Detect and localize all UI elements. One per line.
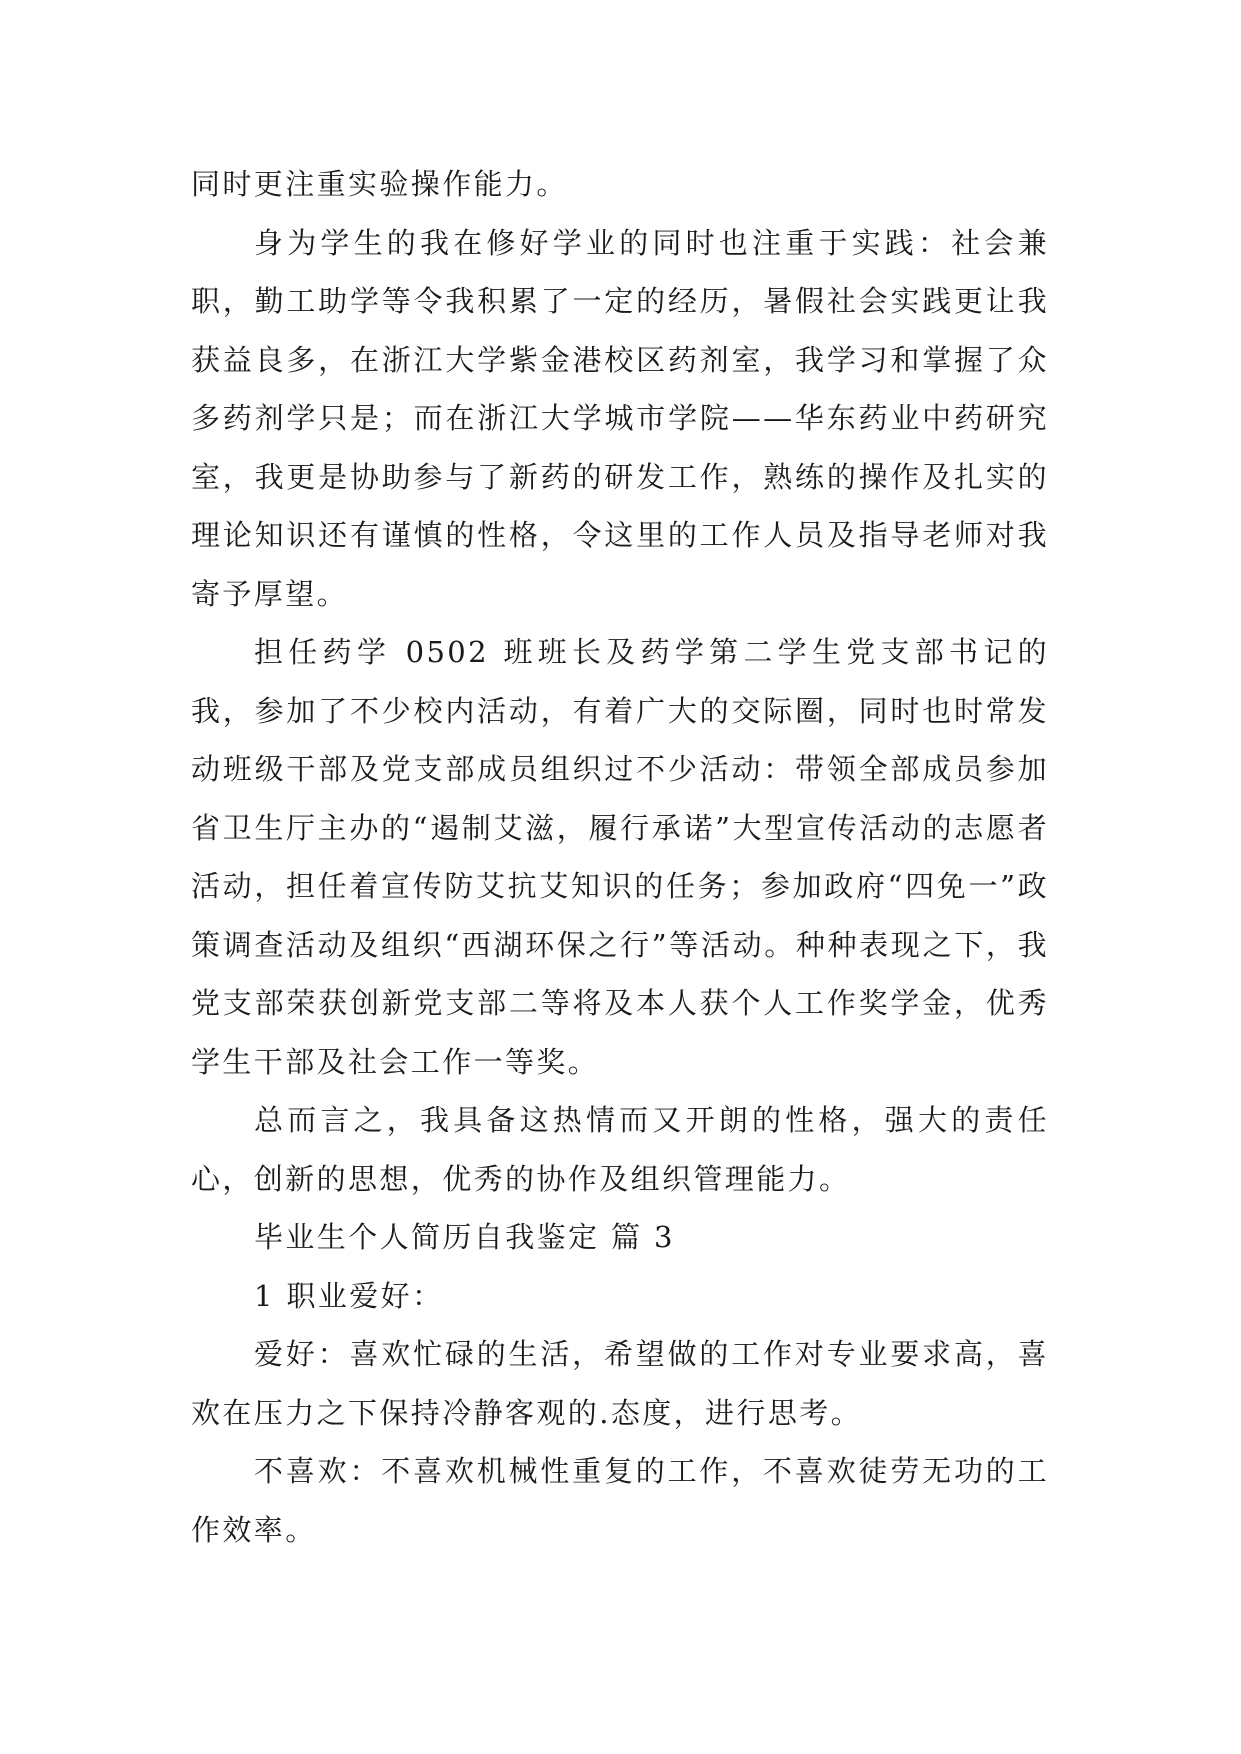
paragraph-leadership: 担任药学 0502 班班长及药学第二学生党支部书记的我，参加了不少校内活动，有着广大的交际圈，同时也时常发动班级干部及党支部成员组织过不少活动：带领全部成员参加省卫生厅主办的“遏制艾滋，履行承诺”大型宣传活动的志愿者活动，担任着宣传防艾抗艾知识的任务；参加政府“四免一”政策调查活动及组织“西湖环保之行”等活动。种种表现之下，我党支部荣获创新党支部二等将及本人获个人工作奖学金，优秀学生干部及社会工作一等奖。 [191, 635, 1049, 1079]
paragraph-continuation: 同时更注重实验操作能力。 [191, 167, 568, 201]
section-heading: 毕业生个人简历自我鉴定 篇 3 [254, 1220, 675, 1254]
document-body [191, 155, 1049, 1559]
paragraph-dislikes: 不喜欢：不喜欢机械性重复的工作，不喜欢徒劳无功的工作效率。 [191, 1454, 1049, 1547]
subheading-career-interest: 1 职业爱好： [254, 1278, 444, 1313]
paragraph-likes: 爱好：喜欢忙碌的生活，希望做的工作对专业要求高，喜欢在压力之下保持冷静客观的.态度，进行思考。 [191, 1337, 1049, 1430]
paragraph-summary: 总而言之，我具备这热情而又开朗的性格，强大的责任心，创新的思想，优秀的协作及组织管理能力。 [191, 1103, 1049, 1196]
paragraph-practice: 身为学生的我在修好学业的同时也注重于实践：社会兼职，勤工助学等令我积累了一定的经历，暑假社会实践更让我获益良多，在浙江大学紫金港校区药剂室，我学习和掌握了众多药剂学只是；而在浙江大学城市学院——华东药业中药研究室，我更是协助参与了新药的研发工作，熟练的操作及扎实的理论知识还有谨慎的性格，令这里的工作人员及指导老师对我寄予厚望。 [191, 225, 1049, 611]
